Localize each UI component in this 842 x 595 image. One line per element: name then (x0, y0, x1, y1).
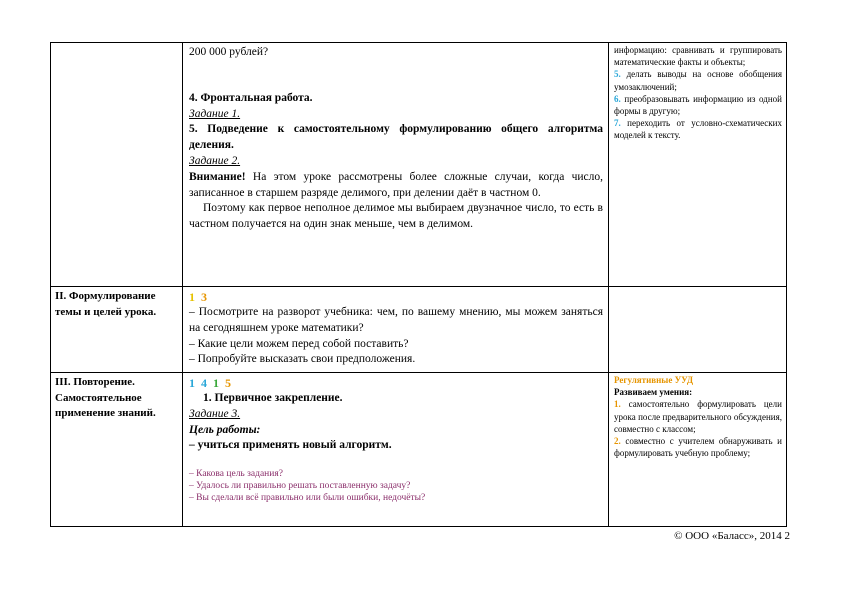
activity-cell (183, 43, 609, 287)
task-label: Задание 3. (189, 407, 241, 420)
uud-item (614, 44, 782, 68)
uud-item (614, 93, 782, 117)
lesson-table (50, 42, 787, 527)
goal-label: Цель работы: (189, 423, 261, 436)
activity-cell (183, 287, 609, 373)
reflection-question: – Вы сделали всё правильно или были ошибки, недочёты? (189, 493, 426, 504)
uud-item (614, 435, 782, 459)
marker-digit: 5 (225, 376, 231, 390)
task-label: Задание 1. (189, 107, 241, 120)
uud-item-text: самостоятельно формулировать цели урока после предварительного обсуждения, совместно с классом; (614, 399, 782, 434)
uud-item (614, 68, 782, 92)
marker-digit: 1 (189, 290, 195, 304)
note-text: На этом уроке рассмотрены более сложные случаи, когда число, записанное в старшем разряде делимого, при делении даёт в частном 0. (189, 170, 603, 199)
section-heading: 4. Фронтальная работа. (189, 91, 313, 104)
uud-item-number: 1. (614, 399, 621, 410)
marker-digits (189, 375, 603, 391)
question-line: – Попробуйте высказать свои предположения. (189, 353, 416, 366)
uud-item-number: 2. (614, 436, 621, 447)
uud-item-text: переходить от условно-схематических моделей к тексту. (614, 118, 782, 141)
uud-item-text: делать выводы на основе обобщения умозаключений; (614, 69, 782, 92)
activity-cell (183, 373, 609, 527)
goal-text: – учиться применять новый алгоритм. (189, 439, 392, 452)
uud-title: Регулятивные УУД (614, 375, 694, 385)
question-list (189, 305, 603, 368)
uud-list (614, 44, 782, 142)
reflection-questions (189, 468, 603, 504)
text-paragraph: Поэтому как первое неполное делимое мы выбираем двузначное число, то есть в частном получается на один знак меньше, чем в делимом. (189, 202, 603, 231)
text-line: 200 000 рублей? (189, 46, 269, 58)
table-row (51, 373, 787, 527)
stage-cell: III. Повторение. Самостоятельное применение знаний. (51, 373, 183, 527)
uud-list (614, 398, 782, 459)
uud-cell (609, 43, 787, 287)
stage-cell (51, 43, 183, 287)
marker-digit: 3 (201, 290, 207, 304)
uud-item-text: информацию: сравнивать и группировать математические факты и объекты; (614, 45, 782, 68)
uud-subtitle: Развиваем умения: (614, 387, 693, 398)
task-label: Задание 2. (189, 154, 241, 167)
uud-item (614, 398, 782, 435)
uud-item-number: 5. (614, 69, 621, 80)
stage-cell: II. Формулирование темы и целей урока. (51, 287, 183, 373)
uud-item (614, 117, 782, 141)
marker-digits (189, 289, 603, 305)
marker-digit: 1 (213, 376, 219, 390)
copyright-footer: © ООО «Баласс», 2014 2 (674, 530, 790, 542)
question-line: – Посмотрите на разворот учебника: чем, по вашему мнению, мы можем заняться на сегодняшнем уроке математики? (189, 306, 603, 334)
uud-cell (609, 373, 787, 527)
uud-item-text: совместно с учителем обнаруживать и формулировать учебную проблему; (614, 436, 782, 459)
section-heading: 1. Первичное закрепление. (203, 392, 343, 404)
marker-digit: 1 (189, 376, 195, 390)
marker-digit: 4 (201, 376, 207, 390)
note-paragraph (189, 170, 603, 202)
uud-item-text: преобразовывать информацию из одной формы в другую; (614, 93, 782, 117)
question-line: – Какие цели можем перед собой поставить? (189, 337, 409, 350)
table-row (51, 43, 787, 287)
reflection-question: – Какова цель задания? (189, 469, 283, 480)
uud-item-number: 6. (614, 93, 621, 104)
uud-cell (609, 287, 787, 373)
section-heading: 5. Подведение к самостоятельному формулированию общего алгоритма деления. (189, 123, 603, 152)
uud-item-number: 7. (614, 118, 621, 129)
reflection-question: – Удалось ли правильно решать поставленную задачу? (189, 481, 411, 492)
note-emphasis: Внимание! (189, 170, 246, 183)
table-row (51, 287, 787, 373)
